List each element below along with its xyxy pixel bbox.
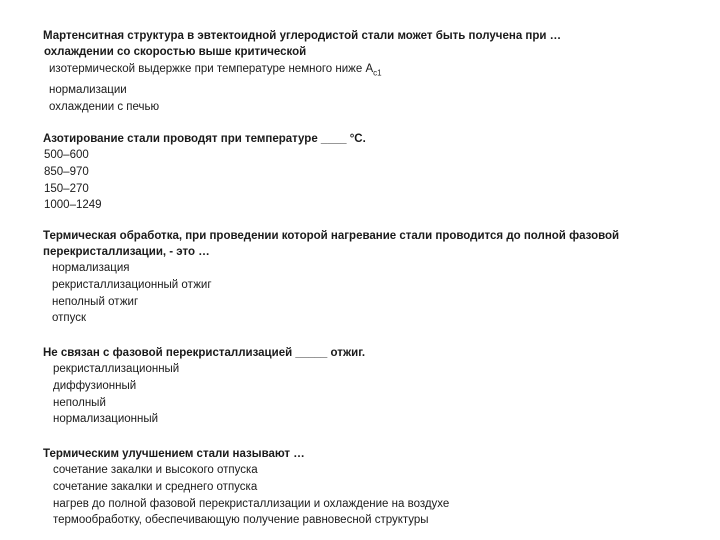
question-3 — [43, 228, 693, 327]
question-1-option-4[interactable]: охлаждении с печью — [49, 100, 160, 113]
question-2-option-1[interactable]: 500–600 — [44, 149, 89, 161]
question-1-option-1[interactable]: охлаждении со скоростью выше критической — [44, 46, 307, 58]
question-5-option-3[interactable]: нагрев до полной фазовой перекристаллизации и охлаждение на воздухе — [53, 497, 450, 510]
question-4-option-3[interactable]: неполный — [53, 396, 106, 409]
question-1-option-3[interactable]: нормализации — [49, 83, 127, 96]
question-1 — [43, 28, 693, 115]
question-4 — [43, 345, 693, 428]
question-4-option-1[interactable]: рекристаллизационный — [53, 363, 180, 375]
question-3-option-1[interactable]: нормализация — [52, 262, 130, 274]
question-3-option-4[interactable]: отпуск — [52, 312, 87, 325]
question-5 — [43, 446, 693, 529]
question-1-option-2-text: изотермической выдержке при температуре немного ниже А — [49, 62, 374, 75]
question-3-option-2[interactable]: рекристаллизационный отжиг — [52, 278, 212, 291]
question-1-stem: Мартенситная структура в эвтектоидной углеродистой стали может быть получена при … — [43, 30, 562, 42]
question-3-stem-line-2: перекристаллизации, - это … — [43, 246, 210, 258]
question-5-option-4[interactable]: термообработку, обеспечивающую получение равновесной структуры — [53, 514, 429, 527]
question-4-stem: Не связан с фазовой перекристаллизацией _____ отжиг. — [43, 347, 366, 359]
question-3-stem-line-1: Термическая обработка, при проведении которой нагревание стали проводится до полной фазовой — [43, 230, 620, 242]
question-2-stem: Азотирование стали проводят при температуре ____ °С. — [43, 133, 366, 145]
question-2-option-4[interactable]: 1000–1249 — [44, 199, 102, 212]
question-1-option-2-subscript: c1 — [373, 68, 382, 78]
question-5-option-1[interactable]: сочетание закалки и высокого отпуска — [53, 464, 258, 476]
question-5-option-2[interactable]: сочетание закалки и среднего отпуска — [53, 480, 258, 493]
question-2-option-3[interactable]: 150–270 — [44, 182, 89, 195]
question-4-option-4[interactable]: нормализационный — [53, 413, 159, 426]
question-3-option-3[interactable]: неполный отжиг — [52, 295, 139, 308]
question-4-option-2[interactable]: диффузионный — [53, 379, 137, 392]
question-2-option-2[interactable]: 850–970 — [44, 165, 89, 178]
question-5-stem: Термическим улучшением стали называют … — [43, 448, 305, 460]
question-2 — [43, 131, 693, 214]
question-1-option-2[interactable] — [43, 61, 693, 82]
